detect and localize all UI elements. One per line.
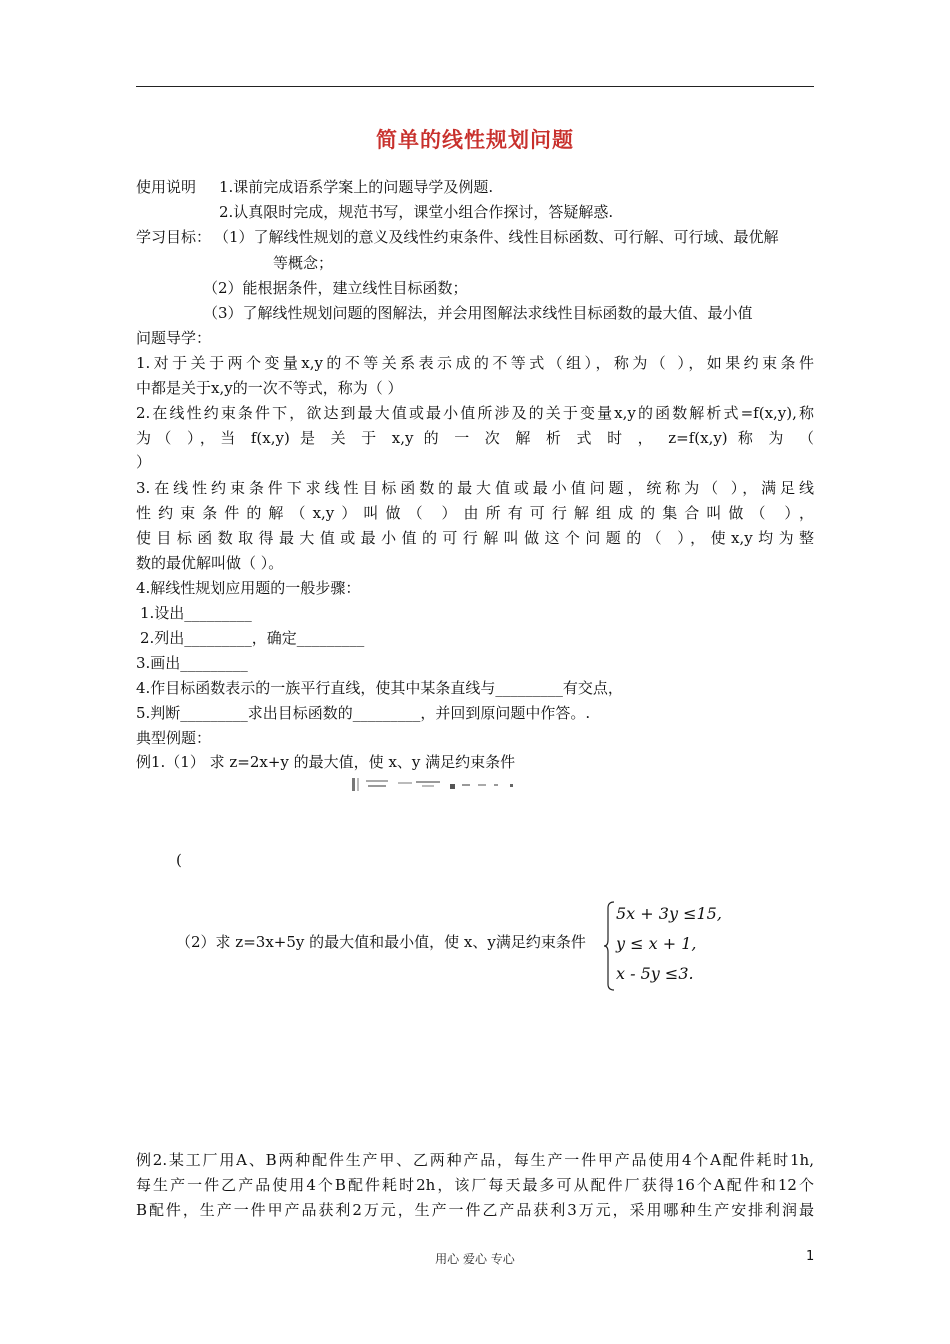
usage-item-1: 1.课前完成语系学案上的问题导学及例题. <box>219 178 494 196</box>
guide-heading: 问题导学： <box>136 329 212 347</box>
step-1: 1.设出_________ <box>140 604 252 622</box>
goals-label: 学习目标： <box>136 228 212 246</box>
example-2-line-a: 例2.某工厂用A、B两种配件生产甲、乙两种产品，每生产一件甲产品使用4个A配件耗时1h, <box>136 1151 814 1169</box>
question-3-line-b: 性约束条件的解（x,y）叫做（ ）由所有可行解组成的集合叫做（ ）， <box>136 504 814 522</box>
footer-motto: 用心 爱心 专心 <box>435 1252 515 1266</box>
goal-2: （2）能根据条件，建立线性目标函数； <box>203 279 468 297</box>
example-1-part-2: （2）求 z=3x+5y 的最大值和最小值，使 x、y满足约束条件 <box>176 933 586 951</box>
goal-3: （3）了解线性规划问题的图解法，并会用图解法求线性目标函数的最大值、最小值 <box>203 304 753 322</box>
constraint-2: y ≤ x + 1, <box>616 934 697 953</box>
steps-heading: 4.解线性规划应用题的一般步骤： <box>136 579 361 597</box>
step-5: 5.判断_________求出目标函数的_________，并回到原问题中作答。. <box>136 704 591 722</box>
example-1-part-1: 例1.（1） 求 z=2x+y 的最大值，使 x、y 满足约束条件 <box>136 753 516 771</box>
examples-heading: 典型例题： <box>136 729 212 747</box>
question-2-line-b: 为（ ），当 f(x,y) 是 关 于 x,y 的 一 次 解 析 式 时 ， z=f(x,y) 称 为 （ <box>136 429 814 447</box>
usage-item-2: 2.认真限时完成，规范书写，课堂小组合作探讨，答疑解惑. <box>219 203 614 221</box>
example-2-line-b: 每生产一件乙产品使用4个B配件耗时2h，该厂每天最多可从配件厂获得16个A配件和12个 <box>136 1176 814 1194</box>
question-3-line-a: 3.在线性约束条件下求线性目标函数的最大值或最小值问题，统称为（ ），满足线 <box>136 479 814 497</box>
constraint-3: x - 5y ≤3. <box>616 964 694 983</box>
question-3-line-c: 使目标函数取得最大值或最小值的可行解叫做这个问题的（ ），使x,y均为整 <box>136 529 814 547</box>
constraint-1: 5x + 3y ≤15, <box>616 904 722 923</box>
illegible-constraint-image <box>352 776 520 792</box>
question-2-line-c: ） <box>136 453 152 471</box>
question-3-line-d: 数的最优解叫做（ ）。 <box>136 554 284 572</box>
example-2-line-c: B配件，生产一件甲产品获利2万元，生产一件乙产品获利3万元，采用哪种生产安排利润最 <box>136 1201 814 1219</box>
open-paren: ( <box>176 851 182 869</box>
page-title: 简单的线性规划问题 <box>376 128 574 152</box>
question-1-line-b: 中都是关于x,y的一次不等式，称为（ ） <box>136 379 403 397</box>
step-3: 3.画出_________ <box>136 654 248 672</box>
page-number: 1 <box>806 1249 815 1264</box>
goal-1-line-b: 等概念； <box>273 254 334 272</box>
goal-1-line-a: （1）了解线性规划的意义及线性约束条件、线性目标函数、可行解、可行域、最优解 <box>214 228 779 246</box>
question-2-line-a: 2.在线性约束条件下，欲达到最大值或最小值所涉及的关于变量x,y的函数解析式=f(x,y),称 <box>136 404 814 422</box>
question-1-line-a: 1.对于关于两个变量x,y的不等关系表示成的不等式（组），称为（ ），如果约束条件 <box>136 354 814 372</box>
header-rule <box>136 86 814 87</box>
step-2: 2.列出_________，确定_________ <box>140 629 365 647</box>
step-4: 4.作目标函数表示的一族平行直线，使其中某条直线与_________有交点， <box>136 679 623 697</box>
usage-label: 使用说明 <box>136 178 197 196</box>
